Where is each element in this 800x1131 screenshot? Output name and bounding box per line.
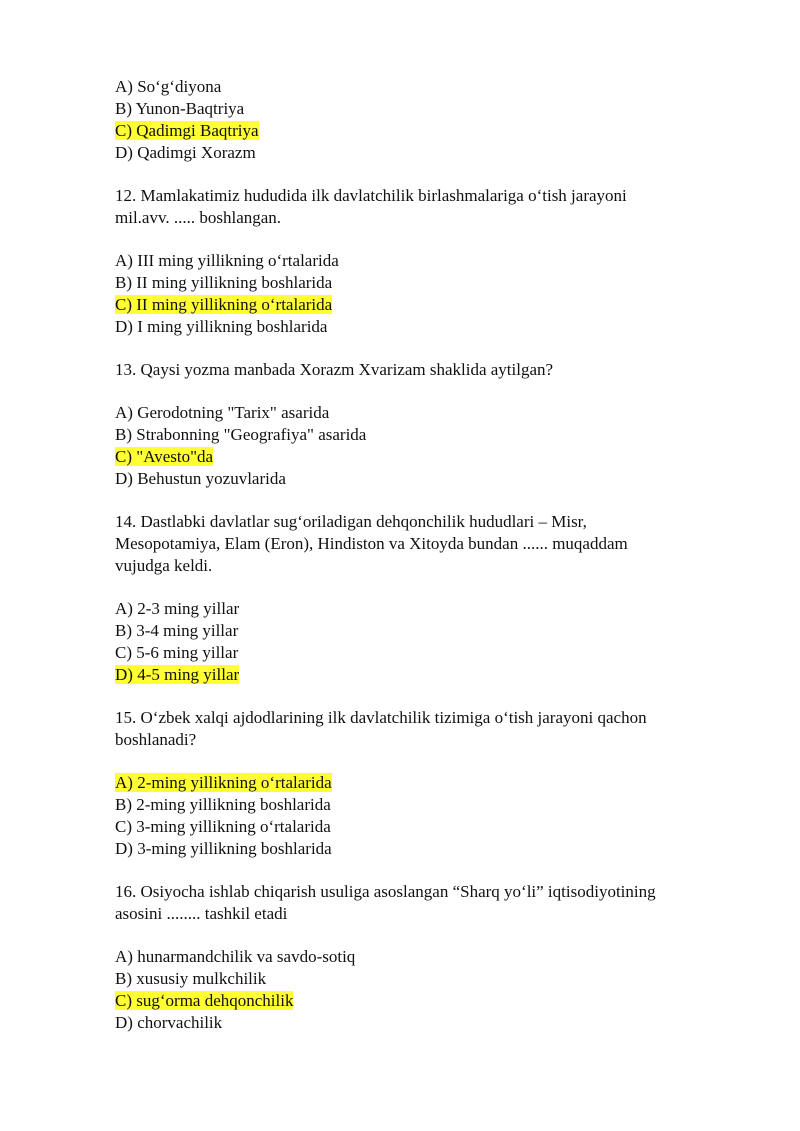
document-page [115, 76, 725, 1034]
correct-option-text: A) 2-ming yillikning o‘rtalarida [115, 773, 332, 792]
correct-option-text: C) II ming yillikning o‘rtalarida [115, 295, 333, 314]
option-line [115, 98, 725, 120]
option-text: B) 2-ming yillikning boshlarida [115, 795, 331, 814]
option-text: A) III ming yillikning o‘rtalarida [115, 251, 339, 270]
correct-option-text: C) Qadimgi Baqtriya [115, 121, 259, 140]
option-text: A) hunarmandchilik va savdo-sotiq [115, 947, 356, 966]
option-line [115, 816, 725, 838]
option-line [115, 642, 725, 664]
option-text: B) 3-4 ming yillar [115, 621, 239, 640]
question-block-16 [115, 881, 725, 1034]
option-text: A) So‘g‘diyona [115, 77, 222, 96]
option-text: B) xususiy mulkchilik [115, 969, 267, 988]
option-line [115, 272, 725, 294]
option-line [115, 446, 725, 468]
question-line: Mesopotamiya, Elam (Eron), Hindiston va Xitoyda bundan ...... muqaddam [115, 534, 628, 553]
option-line [115, 120, 725, 142]
option-line [115, 664, 725, 686]
option-line [115, 250, 725, 272]
option-line [115, 598, 725, 620]
option-text: C) 5-6 ming yillar [115, 643, 239, 662]
question-block-14 [115, 511, 725, 686]
question-line: vujudga keldi. [115, 556, 213, 575]
option-line [115, 402, 725, 424]
correct-option-text: C) "Avesto"da [115, 447, 214, 466]
option-line [115, 990, 725, 1012]
question-line: boshlanadi? [115, 730, 197, 749]
intro-options [115, 76, 725, 164]
option-line [115, 968, 725, 990]
option-line [115, 424, 725, 446]
option-line [115, 142, 725, 164]
option-line [115, 316, 725, 338]
option-line [115, 76, 725, 98]
question-line: 14. Dastlabki davlatlar sug‘oriladigan dehqonchilik hududlari – Misr, [115, 512, 587, 531]
correct-option-text: D) 4-5 ming yillar [115, 665, 240, 684]
option-text: D) 3-ming yillikning boshlarida [115, 839, 332, 858]
option-line [115, 838, 725, 860]
option-text: D) Behustun yozuvlarida [115, 469, 286, 488]
option-text: B) II ming yillikning boshlarida [115, 273, 333, 292]
option-text: C) 3-ming yillikning o‘rtalarida [115, 817, 331, 836]
question-line: 15. O‘zbek xalqi ajdodlarining ilk davlatchilik tizimiga o‘tish jarayoni qachon [115, 708, 647, 727]
question-block-15 [115, 707, 725, 860]
option-text: D) Qadimgi Xorazm [115, 143, 256, 162]
option-text: B) Yunon-Baqtriya [115, 99, 245, 118]
option-line [115, 468, 725, 490]
option-text: D) chorvachilik [115, 1013, 223, 1032]
option-line [115, 620, 725, 642]
correct-option-text: C) sug‘orma dehqonchilik [115, 991, 294, 1010]
option-text: A) 2-3 ming yillar [115, 599, 240, 618]
question-line: 13. Qaysi yozma manbada Xorazm Xvarizam shaklida aytilgan? [115, 360, 554, 379]
option-text: B) Strabonning "Geografiya" asarida [115, 425, 367, 444]
question-line: 12. Mamlakatimiz hududida ilk davlatchilik birlashmalariga o‘tish jarayoni [115, 186, 627, 205]
option-line [115, 294, 725, 316]
question-line: asosini ........ tashkil etadi [115, 904, 288, 923]
question-line: mil.avv. ..... boshlangan. [115, 208, 282, 227]
question-line: 16. Osiyocha ishlab chiqarish usuliga asoslangan “Sharq yo‘li” iqtisodiyotining [115, 882, 656, 901]
option-text: A) Gerodotning "Tarix" asarida [115, 403, 330, 422]
option-text: D) I ming yillikning boshlarida [115, 317, 328, 336]
option-line [115, 794, 725, 816]
option-line [115, 1012, 725, 1034]
question-block-13 [115, 359, 725, 490]
question-block-12 [115, 185, 725, 338]
option-line [115, 772, 725, 794]
option-line [115, 946, 725, 968]
